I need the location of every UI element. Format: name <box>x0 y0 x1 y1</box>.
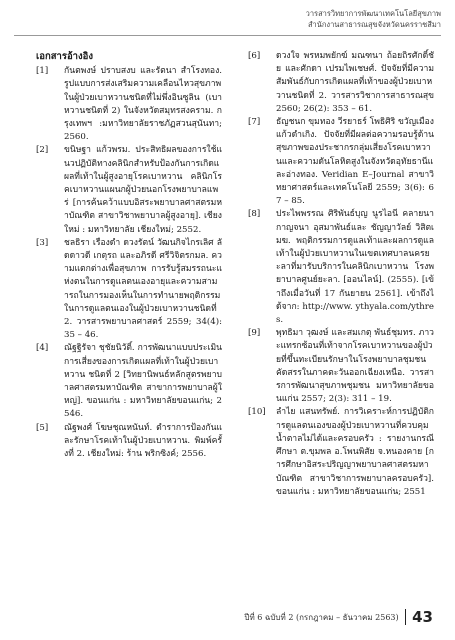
reference-item <box>248 406 434 498</box>
reference-item <box>36 144 222 236</box>
left-column <box>36 50 222 461</box>
journal-header <box>306 8 441 30</box>
reference-text: ชลธิรา เรืองดำ ดวงรัตน์ วัฒนกิจไกรเลิศ ลัดดาวดี เกตุรถ และอภิรดี ศรีวิจิตรกมล. ความแตกต่างเพื่อสุขภาพ การรับรู้สมรรถนะแห่งตนในการดูแลตนเองอายุและความสามารถในการมองเห็นในการทำนายพฤติกรรมในการดูแลตนเองในผู้ป่วยเบาหวานชนิดที่ 2. วารสารพยาบาลศาสตร์ 2559; 34(4): 35 – 46. <box>64 237 222 341</box>
reference-text: กันตพงษ์ ปราบสงบ และรัตนา สำโรงทอง. รูปแบบการส่งเสริมความเคลือนไหวสุขภาพในผู้ป่วยเบาหวานชนิดที่ไม่พึ่งอินซูลิน (เบาหวานชนิดที่ 2) ในจังหวัดสมุทรสงคราม. กรุงเทพฯ :มหาวิทยาลัยราชภัฏสวนสุนันทา; 2560. <box>64 66 222 143</box>
page-number: 43 <box>412 608 433 626</box>
page-footer <box>244 608 433 626</box>
reference-text: ดวงใจ พรหมพยักฆ์ มณฑนา ถ้อยถิรศักดิ์ชัย และศักดา เปรมไพเชษศ์. ปัจจัยที่มีความสัมพันธ์กับการเกิดแผลที่เท้าของผู้ป่วยเบาหวานชนิดที่ 2. วารสารวิชาการสาธารณสุข 2560; 26(2): 353 – 61. <box>276 51 434 114</box>
reference-item <box>248 50 434 116</box>
reference-item <box>36 422 222 462</box>
reference-item <box>248 327 434 406</box>
references-heading: เอกสารอ้างอิง <box>36 51 93 62</box>
reference-item <box>36 237 222 343</box>
header-divider <box>14 35 441 36</box>
journal-publisher: สำนักงานสาธารณสุขจังหวัดนครราชสีมา <box>307 20 441 29</box>
reference-number: [3] <box>36 237 49 248</box>
reference-number: [4] <box>36 343 49 354</box>
reference-item <box>248 116 434 208</box>
reference-text: ประไพพรรณ ศิริพันธ์บุญ นูรไอนี คลายนา กาญจนา อุสมาพันธ์และ ชัญญาวัลย์ วิสิตเมฆ. พฤติกรรมการดูแลเท้าและผลการดูแลเท้าในผู้ป่วยเบาหวานในเขตเทศบาลนครยะลาที่มารับบริการในคลินิกเบาหวาน โรงพยาบาลศูนย์ยะลา. [ออนไลน์]. (2555). [เข้าถึงเมื่อวันที่ 17 กันยายน 2561]. เข้าถึงได้จาก: http://www. ythyala.com/ythres. <box>276 209 434 326</box>
reference-text: ธัญชนก ขุมทอง วีรยาธร์ โพธิศิริ ขวัญเมือง แก้วดำเกิง. ปัจจัยที่มีผลต่อความรอบรู้ด้านสุขภาพของประชากรกลุ่มเสี่ยงโรคเบาหวานและความดันโลหิตสูงในจังหวัดอุทัยธานีและอ่างทอง. Veridian E–Journal สาขาวิทยาศาสตร์และเทคโนโลยี 2559; 3(6): 67 – 85. <box>276 117 434 207</box>
reference-text: ขนิษฐา แก้วพรม. ประสิทธิผลของการใช้แนวปฏิบัติทางคลินิกสำหรับป้องกันการเกิดแผลที่เท้าในผู้สูงอายุโรคเบาหวาน คลินิกโรคเบาหวานแผนกผู้ป่วยนอกโรงพยาบาลแพร่ [การค้นคว้าแบบอิสระพยาบาลศาสตรมหาบัณฑิต สาขาวิชาพยาบาลผู้สูงอายุ]. เชียงใหม่ : มหาวิทยาลัย เชียงใหม่; 2552. <box>64 145 222 235</box>
reference-number: [10] <box>248 407 266 418</box>
reference-number: [8] <box>248 209 261 220</box>
reference-number: [6] <box>248 51 261 61</box>
issue-info: ปีที่ 6 ฉบับที่ 2 (กรกฎาคม – ธันวาคม 2563) <box>244 612 399 622</box>
reference-text: ลำไย แสนทรัพย์. การวิเคราะห์การปฏิบัติการดูแลตนเองของผู้ป่วยเบาหวานที่ควบคุมน้ำตาลไม่ได้และครอบครัว : รายงานกรณีศึกษา ต.ขุมพล อ.โพนพิสัย จ.หนองคาย [การศึกษาอิสระปริญญาพยาบาลศาสตรมหาบัณฑิต สาขาวิชาการพยาบาลครอบครัว]. ขอนแก่น : มหาวิทยาลัยขอนแก่น; 2551 <box>276 407 434 497</box>
reference-item <box>248 208 434 327</box>
reference-list-right <box>248 50 434 499</box>
reference-text: พุทธิมา วุฒงษ์ และสมเกตุ พันธ์ชุมทร. ภาวะแทรกซ้อนที่เท้าจากโรคเบาหวานของผู้ป่วยที่ขึ้นทะเบียนรักษาในโรงพยาบาลชุมชน คัดสรรในภาคตะวันออกเฉียงเหนือ. วารสารการพัฒนาสุขภาพชุมชน มหาวิทยาลัยขอนแก่น 2557; 2(3): 311 – 19. <box>276 328 434 405</box>
reference-list-left <box>36 65 222 461</box>
reference-number: [2] <box>36 145 49 156</box>
reference-text: ณัฐฐิรัจา ชุชัยนิวัติ์. การพัฒนาแบบประเมินการเสี่ยงของการเกิดแผลที่เท้าในผู้ป่วยเบาหวาน ชนิดที่ 2 [วิทยานิพนธ์หลักสูตรพยาบาลศาสตรมหาบัณฑิต สาขาการพยาบาลผู้ใหญ่]. ขอนแก่น : มหาวิทยาลัยขอนแก่น; 2546. <box>64 343 222 420</box>
reference-number: [5] <box>36 422 49 433</box>
reference-number: [7] <box>248 117 261 128</box>
reference-text: ณัฐพงศ์ โฆษชุณหนันท์. ตำราการป้องกันและรักษาโรคเท้าในผู้ป่วยเบาหวาน. พิมพ์ครั้งที่ 2. เชียงใหม่: ร้าน พริกซิงค์; 2556. <box>64 422 222 460</box>
reference-item <box>36 65 222 144</box>
footer-divider <box>405 609 407 625</box>
right-column <box>248 50 434 499</box>
reference-number: [1] <box>36 66 49 77</box>
journal-title: วารสารวิทยาการพัฒนาเทคโนโลยีสุขภาพ <box>305 9 441 18</box>
reference-number: [9] <box>248 328 261 339</box>
reference-item <box>36 342 222 421</box>
